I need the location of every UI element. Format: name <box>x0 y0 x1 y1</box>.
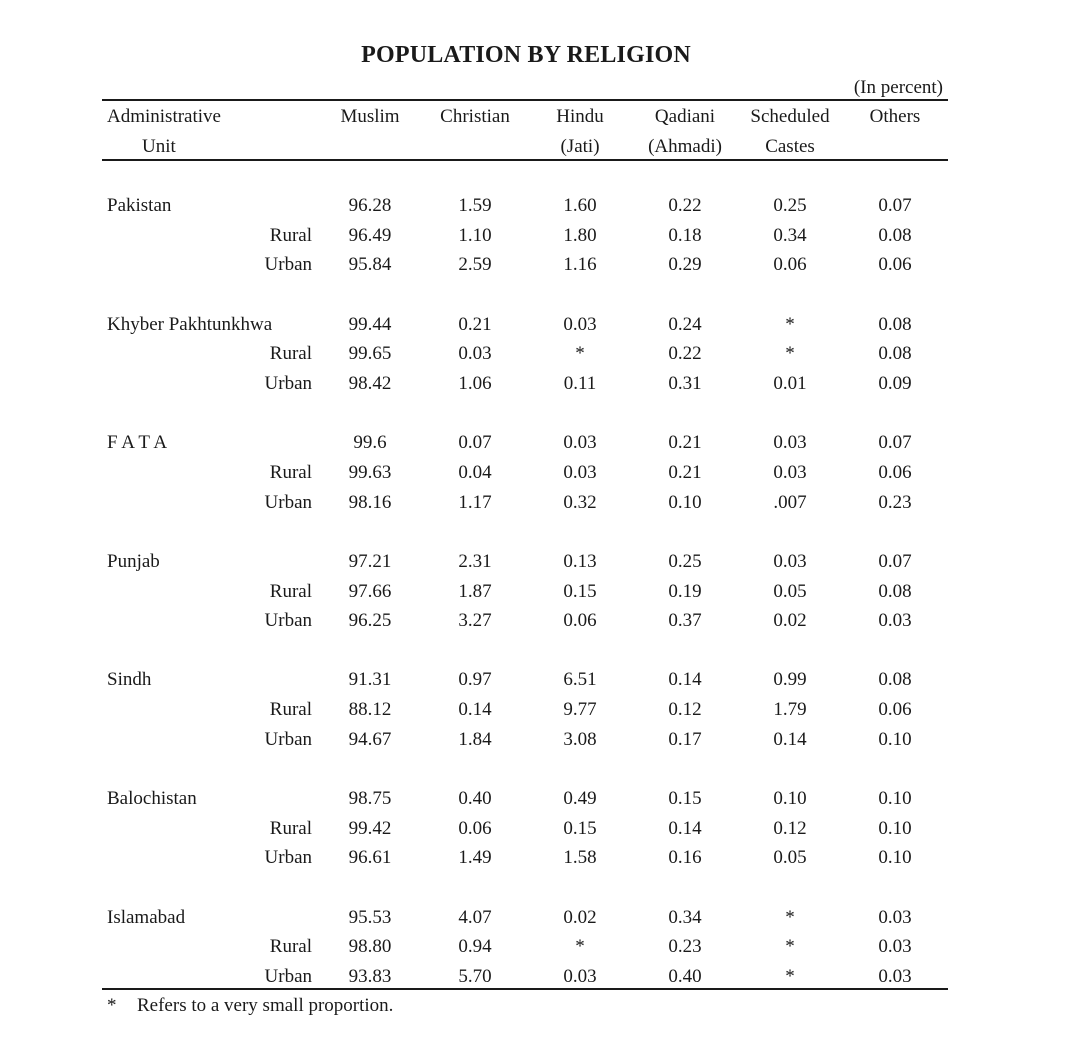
value-qadiani: 0.12 <box>668 699 702 721</box>
table-bottom-rule <box>102 988 948 990</box>
value-hindu: 0.32 <box>563 491 597 513</box>
value-others: 0.07 <box>878 432 912 454</box>
value-scheduled-castes: 0.03 <box>773 550 807 572</box>
value-muslim: 99.6 <box>353 432 387 454</box>
value-qadiani: 0.24 <box>668 313 702 335</box>
area-label: Urban <box>264 373 312 394</box>
value-scheduled-castes: 0.01 <box>773 373 807 394</box>
value-christian: 5.70 <box>458 966 492 987</box>
value-christian: 3.27 <box>458 610 492 632</box>
value-others: 0.10 <box>878 728 912 750</box>
value-others: 0.10 <box>878 847 912 869</box>
value-scheduled-castes: 0.05 <box>773 847 807 869</box>
value-hindu: 0.13 <box>563 550 597 572</box>
footnote <box>107 995 393 1017</box>
value-others: 0.08 <box>878 580 912 602</box>
footnote-symbol: * <box>107 995 117 1016</box>
value-others: 0.06 <box>878 254 912 276</box>
value-christian: 1.84 <box>458 728 492 750</box>
header-others: Others <box>869 106 921 127</box>
value-christian: 0.97 <box>458 669 492 691</box>
area-label: Urban <box>264 966 312 987</box>
value-qadiani: 0.29 <box>668 254 702 276</box>
value-hindu: 0.11 <box>563 373 597 394</box>
value-scheduled-castes: 0.10 <box>773 788 807 809</box>
value-qadiani: 0.10 <box>668 491 702 513</box>
value-scheduled-castes: 0.12 <box>773 817 807 839</box>
value-qadiani: 0.18 <box>668 224 702 246</box>
area-label: Urban <box>264 491 312 513</box>
value-hindu: 1.58 <box>563 847 597 869</box>
value-scheduled-castes: * <box>785 966 795 987</box>
value-others: 0.03 <box>878 610 912 632</box>
value-qadiani: 0.16 <box>668 847 702 869</box>
value-christian: 4.07 <box>458 906 492 928</box>
value-muslim: 99.44 <box>348 313 392 335</box>
value-muslim: 96.25 <box>348 610 392 632</box>
unit-note: (In percent) <box>853 77 943 98</box>
value-christian: 1.87 <box>458 580 492 602</box>
value-others: 0.10 <box>878 788 912 809</box>
unit-name: Punjab <box>107 550 160 572</box>
value-muslim: 88.12 <box>348 699 392 721</box>
value-others: 0.06 <box>878 699 912 721</box>
value-qadiani: 0.19 <box>668 580 702 602</box>
value-hindu: 0.02 <box>563 906 597 928</box>
header-qadiani-line1: Qadiani <box>654 106 716 127</box>
unit-name: F A T A <box>107 432 168 454</box>
unit-name: Khyber Pakhtunkhwa <box>107 313 273 335</box>
value-others: 0.08 <box>878 343 912 365</box>
value-scheduled-castes: 0.02 <box>773 610 807 632</box>
value-others: 0.03 <box>878 906 912 928</box>
unit-name: Sindh <box>107 669 152 691</box>
value-hindu: 1.80 <box>563 224 597 246</box>
header-christian: Christian <box>440 106 510 127</box>
value-muslim: 97.21 <box>348 550 392 572</box>
value-scheduled-castes: * <box>785 313 795 335</box>
value-scheduled-castes: .007 <box>773 491 807 513</box>
value-christian: 1.49 <box>458 847 492 869</box>
value-christian: 1.17 <box>458 491 492 513</box>
value-hindu: 9.77 <box>563 699 597 721</box>
area-label: Urban <box>264 610 312 632</box>
value-christian: 2.31 <box>458 550 492 572</box>
value-hindu: 0.03 <box>563 432 597 454</box>
value-scheduled-castes: 0.05 <box>773 580 807 602</box>
value-hindu: 0.49 <box>563 788 597 809</box>
unit-name: Islamabad <box>107 906 186 928</box>
header-hindu-line1: Hindu <box>556 106 604 127</box>
value-others: 0.03 <box>878 936 912 958</box>
area-label: Rural <box>269 817 312 839</box>
value-muslim: 99.42 <box>348 817 392 839</box>
value-hindu: * <box>575 936 585 958</box>
value-qadiani: 0.21 <box>668 432 702 454</box>
value-others: 0.07 <box>878 550 912 572</box>
value-qadiani: 0.37 <box>668 610 702 632</box>
value-scheduled-castes: 0.06 <box>773 254 807 276</box>
area-label: Rural <box>269 936 312 958</box>
header-qadiani-line2: (Ahmadi) <box>648 136 722 157</box>
value-christian: 0.40 <box>458 788 492 809</box>
value-others: 0.08 <box>878 313 912 335</box>
value-christian: 1.06 <box>458 373 492 394</box>
value-others: 0.03 <box>878 966 912 987</box>
value-qadiani: 0.14 <box>668 669 702 691</box>
value-christian: 1.10 <box>458 224 492 246</box>
header-unit-line1: Administrative <box>107 106 221 127</box>
value-qadiani: 0.14 <box>668 817 702 839</box>
value-hindu: 0.15 <box>563 817 597 839</box>
value-scheduled-castes: 0.99 <box>773 669 807 691</box>
value-qadiani: 0.17 <box>668 728 702 750</box>
value-muslim: 98.42 <box>348 373 392 394</box>
value-hindu: 0.03 <box>563 966 597 987</box>
value-qadiani: 0.21 <box>668 461 702 483</box>
value-hindu: 1.60 <box>563 195 597 216</box>
value-qadiani: 0.34 <box>668 906 702 928</box>
header-scheduled-line2: Castes <box>765 136 815 157</box>
area-label: Urban <box>264 728 312 750</box>
value-others: 0.10 <box>878 817 912 839</box>
value-muslim: 93.83 <box>348 966 392 987</box>
area-label: Rural <box>269 343 312 365</box>
value-qadiani: 0.22 <box>668 195 702 216</box>
value-christian: 0.14 <box>458 699 492 721</box>
value-muslim: 98.16 <box>348 491 392 513</box>
area-label: Rural <box>269 224 312 246</box>
value-muslim: 99.63 <box>348 461 392 483</box>
value-scheduled-castes: 0.34 <box>773 224 807 246</box>
value-hindu: 6.51 <box>563 669 597 691</box>
page-title: POPULATION BY RELIGION <box>361 42 691 68</box>
value-christian: 0.21 <box>458 313 492 335</box>
value-scheduled-castes: 0.25 <box>773 195 807 216</box>
value-hindu: 0.06 <box>563 610 597 632</box>
value-hindu: 0.03 <box>563 461 597 483</box>
area-label: Urban <box>264 254 312 276</box>
value-scheduled-castes: 1.79 <box>773 699 807 721</box>
value-qadiani: 0.23 <box>668 936 702 958</box>
value-hindu: 3.08 <box>563 728 597 750</box>
area-label: Rural <box>269 580 312 602</box>
value-muslim: 97.66 <box>348 580 392 602</box>
value-hindu: 1.16 <box>563 254 597 276</box>
header-scheduled-line1: Scheduled <box>750 106 830 127</box>
value-hindu: 0.03 <box>563 313 597 335</box>
value-others: 0.07 <box>878 195 912 216</box>
value-muslim: 98.75 <box>348 788 392 809</box>
value-hindu: 0.15 <box>563 580 597 602</box>
value-muslim: 98.80 <box>348 936 392 958</box>
header-muslim: Muslim <box>340 106 400 127</box>
value-muslim: 91.31 <box>348 669 392 691</box>
header-top-rule <box>102 99 948 101</box>
value-muslim: 96.49 <box>348 224 392 246</box>
value-scheduled-castes: * <box>785 343 795 365</box>
value-christian: 0.04 <box>458 461 492 483</box>
header-hindu-line2: (Jati) <box>560 136 600 157</box>
area-label: Rural <box>269 699 312 721</box>
value-others: 0.08 <box>878 669 912 691</box>
value-scheduled-castes: 0.14 <box>773 728 807 750</box>
value-scheduled-castes: * <box>785 906 795 928</box>
value-christian: 1.59 <box>458 195 492 216</box>
value-scheduled-castes: 0.03 <box>773 432 807 454</box>
value-hindu: * <box>575 343 585 365</box>
value-qadiani: 0.25 <box>668 550 702 572</box>
value-scheduled-castes: 0.03 <box>773 461 807 483</box>
unit-name: Balochistan <box>107 788 197 809</box>
value-muslim: 94.67 <box>348 728 392 750</box>
value-others: 0.08 <box>878 224 912 246</box>
value-muslim: 99.65 <box>348 343 392 365</box>
unit-name: Pakistan <box>107 195 172 216</box>
header-unit-line2: Unit <box>142 136 176 157</box>
value-scheduled-castes: * <box>785 936 795 958</box>
value-christian: 0.94 <box>458 936 492 958</box>
value-qadiani: 0.31 <box>668 373 702 394</box>
value-others: 0.06 <box>878 461 912 483</box>
value-qadiani: 0.15 <box>668 788 702 809</box>
area-label: Rural <box>269 461 312 483</box>
value-christian: 0.03 <box>458 343 492 365</box>
value-christian: 2.59 <box>458 254 492 276</box>
value-muslim: 96.28 <box>348 195 392 216</box>
value-others: 0.09 <box>878 373 912 394</box>
value-others: 0.23 <box>878 491 912 513</box>
header-bottom-rule <box>102 159 948 161</box>
value-muslim: 96.61 <box>348 847 392 869</box>
area-label: Urban <box>264 847 312 869</box>
value-qadiani: 0.40 <box>668 966 702 987</box>
value-muslim: 95.84 <box>348 254 392 276</box>
value-muslim: 95.53 <box>348 906 392 928</box>
value-christian: 0.07 <box>458 432 492 454</box>
footnote-text: Refers to a very small proportion. <box>137 995 394 1016</box>
value-qadiani: 0.22 <box>668 343 702 365</box>
value-christian: 0.06 <box>458 817 492 839</box>
